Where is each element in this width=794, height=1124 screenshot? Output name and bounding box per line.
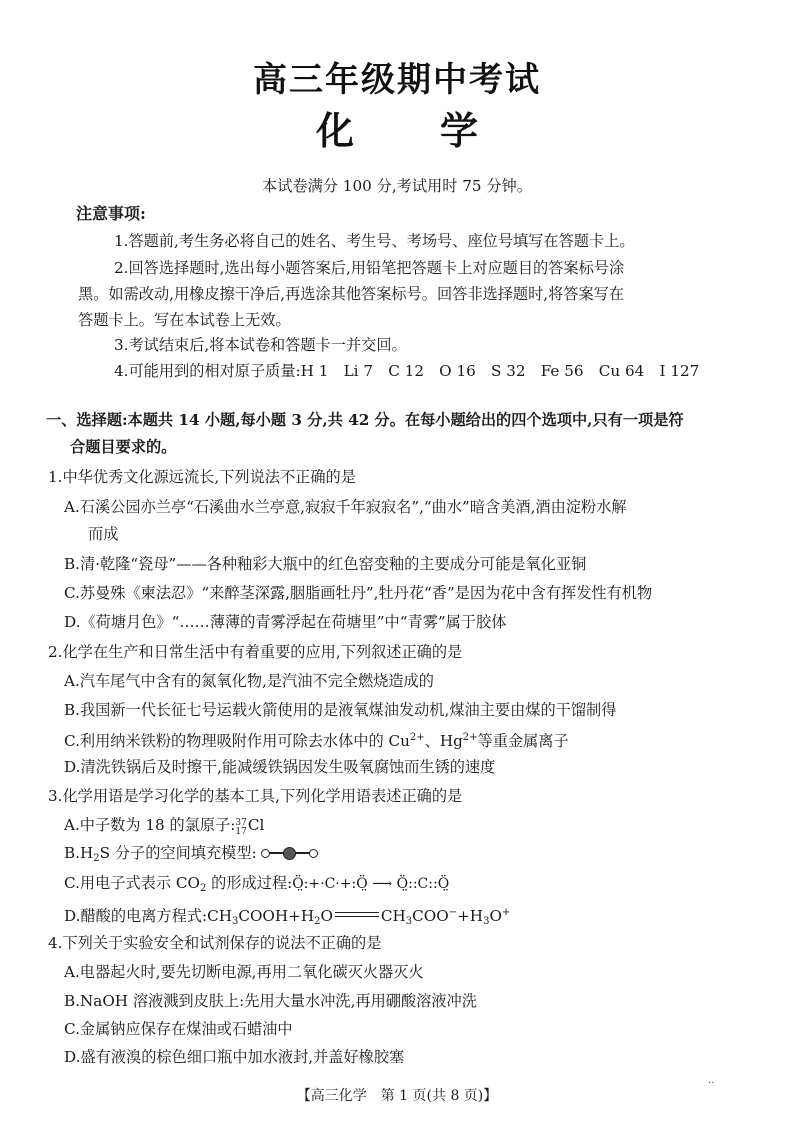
question-3-option-a: A.中子数为 18 的氯原子: 37 17 Cl [64, 816, 265, 837]
notice-2-cont-1: 黑。如需改动,用橡皮擦干净后,再选涂其他答案标号。回答非选择题时,将答案写在 [78, 285, 625, 303]
question-3-stem: 3.化学用语是学习化学的基本工具,下列化学用语表述正确的是 [48, 787, 463, 805]
exam-intro: 本试卷满分 100 分,考试用时 75 分钟。 [262, 177, 532, 195]
question-2-option-a: A.汽车尾气中含有的氮氧化物,是汽油不完全燃烧造成的 [64, 672, 434, 690]
question-1-option-c: C.苏曼殊《柬法忍》“来醉茎深露,胭脂画牡丹”,牡丹花“香”是因为花中含有挥发性有机物 [64, 584, 653, 602]
electron-dot-formula: Ö̤:+·C·+:Ö̤ ⟶ Ö̤::C::Ö̤ [292, 876, 450, 892]
question-2-stem: 2.化学在生产和日常生活中有着重要的应用,下列叙述正确的是 [48, 643, 463, 661]
question-1-option-d: D.《荷塘月色》“……薄薄的青雾浮起在荷塘里”中“青雾”属于胶体 [64, 613, 507, 631]
exam-title: 高三年级期中考试 [253, 60, 541, 100]
notice-2: 2.回答选择题时,选出每小题答案后,用铅笔把答题卡上对应题目的答案标号涂 [114, 259, 625, 277]
page-footer: 【高三化学 第 1 页(共 8 页)】 [296, 1088, 498, 1104]
notice-2-cont-2: 答题卡上。写在本试卷上无效。 [78, 311, 291, 329]
corner-mark: ·· [708, 1078, 715, 1089]
question-3-option-c: C.用电子式表示 $CO_2$ 的形成过程:Ö̤:+·C·+:Ö̤ ⟶ Ö̤::C::Ö̤ [64, 874, 450, 894]
question-4-option-c: C.金属钠应保存在煤油或石蜡油中 [64, 1020, 293, 1038]
section-heading-cont: 合题目要求的。 [70, 438, 177, 456]
question-1-option-a: A.石溪公园亦兰亭“石溪曲水兰亭意,寂寂千年寂寂名”,“曲水”暗含美酒,酒由淀粉水解 [64, 498, 627, 516]
question-2-option-d: D.清洗铁锅后及时擦干,能减缓铁锅因发生吸氧腐蚀而生锈的速度 [64, 758, 496, 776]
notice-1: 1.答题前,考生务必将自己的姓名、考生号、考场号、座位号填写在答题卡上。 [114, 232, 635, 250]
subject-char-1: 化 [315, 108, 354, 153]
subject-char-2: 学 [440, 108, 479, 153]
question-1-option-a-cont: 而成 [88, 525, 119, 543]
question-1-option-b: B.清·乾隆“瓷母”——各种釉彩大瓶中的红色窑变釉的主要成分可能是氧化亚铜 [64, 555, 587, 573]
equilibrium-arrow-icon [335, 911, 379, 919]
question-4-option-b: B.NaOH 溶液溅到皮肤上:先用大量水冲洗,再用硼酸溶液冲洗 [64, 992, 477, 1010]
section-heading: 一、选择题:本题共 14 小题,每小题 3 分,共 42 分。在每小题给出的四个选项中,只有一项是符 [46, 411, 684, 429]
question-4-stem: 4.下列关于实验安全和试剂保存的说法不正确的是 [48, 934, 382, 952]
question-3-option-b: $B.H_2S$ 分子的空间填充模型: [64, 843, 319, 869]
notice-3: 3.考试结束后,将本试卷和答题卡一并交回。 [114, 336, 407, 354]
question-4-option-d: D.盛有液溴的棕色细口瓶中加水液封,并盖好橡胶塞 [64, 1048, 405, 1066]
notice-4: 4.可能用到的相对原子质量:H 1 Li 7 C 12 O 16 S 32 Fe 56 Cu 64 I 127 [114, 362, 700, 380]
question-1-stem: 1.中华优秀文化源远流长,下列说法不正确的是 [48, 468, 356, 486]
question-3-option-d: D.醋酸的电离方程式$:CH_3COOH+H_2O$ $CH_3COO^-+H_3O^+$ [64, 907, 511, 927]
subject-title [0, 100, 794, 155]
h2s-space-filling-model [261, 846, 319, 860]
question-2-option-b: B.我国新一代长征七号运载火箭使用的是液氧煤油发动机,煤油主要由煤的干馏制得 [64, 701, 617, 719]
question-4-option-a: A.电器起火时,要先切断电源,再用二氧化碳灭火器灭火 [64, 963, 424, 981]
notice-heading: 注意事项: [76, 204, 146, 223]
question-2-option-c: C.利用纳米铁粉的物理吸附作用可除去水体中的 $Cu^{2+}$、$Hg^{2+}$等重金属离子 [64, 732, 569, 750]
